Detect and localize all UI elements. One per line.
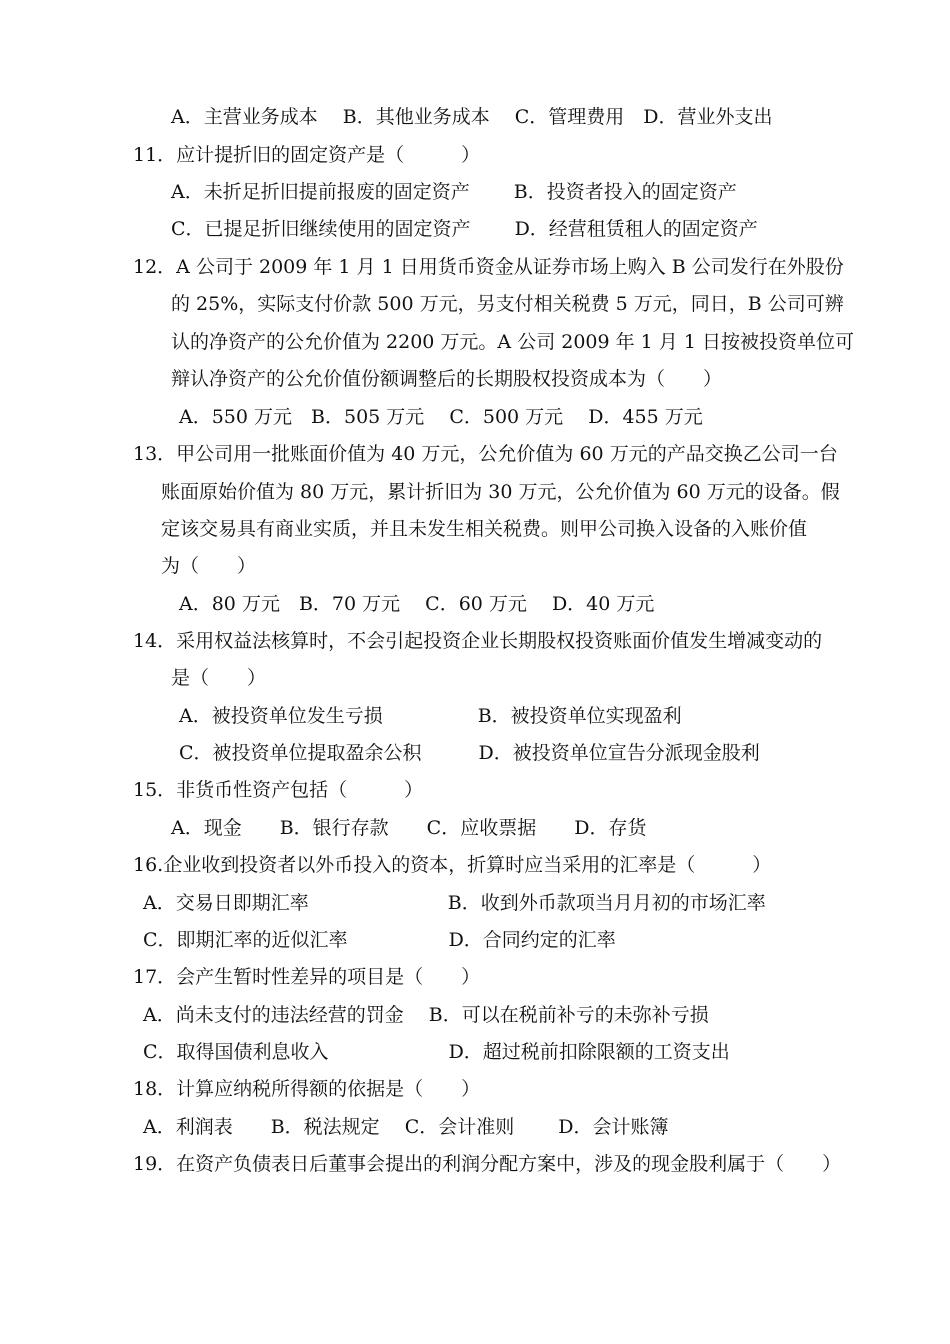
question-16: 16.企业收到投资者以外币投入的资本，折算时应当采用的汇率是（ ） [133, 854, 772, 876]
question-14: 14．采用权益法核算时，不会引起投资企业长期股权投资账面价值发生增减变动的 [133, 630, 823, 652]
option-line-q16-cd: C．即期汇率的近似汇率 D．合同约定的汇率 [143, 929, 616, 951]
option-line-q13: A．80 万元 B．70 万元 C．60 万元 D．40 万元 [179, 593, 655, 615]
option-line-q11-ab: A．未折足折旧提前报废的固定资产 B．投资者投入的固定资产 [171, 181, 737, 203]
question-12-cont-1: 的 25%，实际支付价款 500 万元，另支付相关税费 5 万元，同日，B 公司可辨 [171, 293, 844, 315]
option-line-q17-cd: C．取得国债利息收入 D．超过税前扣除限额的工资支出 [143, 1041, 730, 1063]
question-18: 18．计算应纳税所得额的依据是（ ） [133, 1078, 481, 1100]
question-12-cont-3: 辩认净资产的公允价值份额调整后的长期股权投资成本为（ ） [171, 368, 723, 390]
option-line-q17-ab: A．尚未支付的违法经营的罚金 B．可以在税前补亏的未弥补亏损 [143, 1004, 709, 1026]
question-13-cont-3: 为（ ） [161, 555, 257, 577]
question-17: 17．会产生暂时性差异的项目是（ ） [133, 966, 481, 988]
question-14-cont-1: 是（ ） [171, 667, 267, 689]
option-line-q10: A．主营业务成本 B．其他业务成本 C．管理费用 D．营业外支出 [171, 106, 773, 128]
option-line-q18: A．利润表 B．税法规定 C．会计准则 D．会计账簿 [143, 1116, 669, 1138]
question-15: 15．非货币性资产包括（ ） [133, 779, 424, 801]
question-11: 11．应计提折旧的固定资产是（ ） [133, 144, 481, 166]
question-12-cont-2: 认的净资产的公允价值为 2200 万元。A 公司 2009 年 1 月 1 日按被投资单位可 [171, 331, 854, 353]
question-13-cont-1: 账面原始价值为 80 万元，累计折旧为 30 万元，公允价值为 60 万元的设备。假 [161, 481, 840, 503]
question-12: 12．A 公司于 2009 年 1 月 1 日用货币资金从证券市场上购入 B 公司发行在外股份 [133, 256, 844, 278]
question-13: 13．甲公司用一批账面价值为 40 万元，公允价值为 60 万元的产品交换乙公司一台 [133, 443, 838, 465]
question-13-cont-2: 定该交易具有商业实质，并且未发生相关税费。则甲公司换入设备的入账价值 [161, 518, 808, 540]
option-line-q11-cd: C．已提足折旧继续使用的固定资产 D．经营租赁租人的固定资产 [171, 218, 758, 240]
option-line-q15: A．现金 B．银行存款 C．应收票据 D．存货 [171, 817, 647, 839]
question-19: 19．在资产负债表日后董事会提出的利润分配方案中，涉及的现金股利属于（ ） [133, 1153, 842, 1175]
option-line-q14-ab: A．被投资单位发生亏损 B．被投资单位实现盈利 [179, 705, 682, 727]
option-line-q12: A．550 万元 B．505 万元 C．500 万元 D．455 万元 [179, 406, 703, 428]
option-line-q16-ab: A．交易日即期汇率 B．收到外币款项当月月初的市场汇率 [143, 892, 766, 914]
option-line-q14-cd: C．被投资单位提取盈余公积 D．被投资单位宣告分派现金股利 [179, 742, 760, 764]
